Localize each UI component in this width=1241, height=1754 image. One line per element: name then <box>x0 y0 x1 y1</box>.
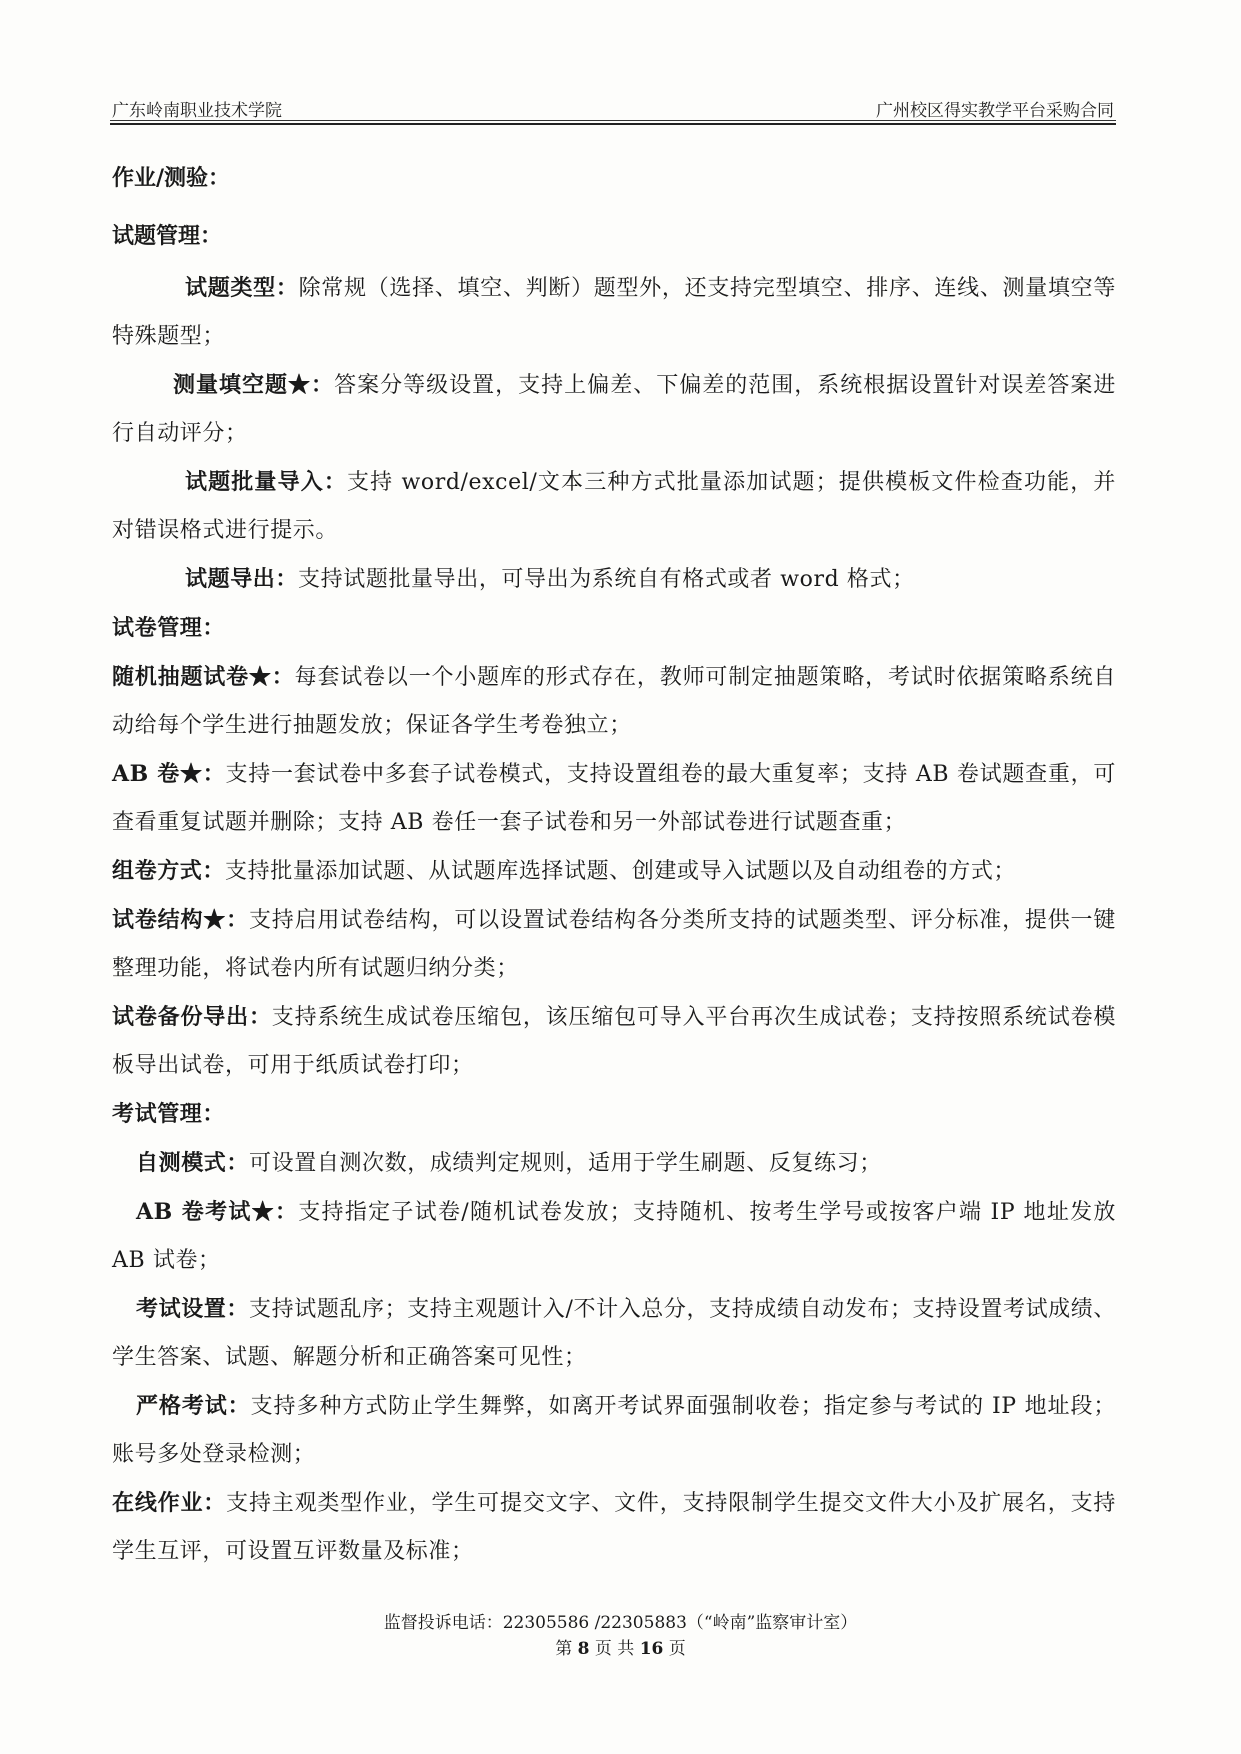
item-label: 试题类型： <box>185 275 299 301</box>
item-text: 支持试题乱序；支持主观题计入/不计入总分，支持成绩自动发布；支持设置考试成绩、学生答案、试题、解题分析和正确答案可见性； <box>112 1297 1116 1370</box>
item-text: 支持启用试卷结构，可以设置试卷结构各分类所支持的试题类型、评分标准，提供一键整理功能，将试卷内所有试题归纳分类； <box>112 908 1116 981</box>
item-text: 每套试卷以一个小题库的形式存在，教师可制定抽题策略，考试时依据策略系统自动给每个学生进行抽题发放；保证各学生考卷独立； <box>112 665 1116 738</box>
item-self-test <box>112 1139 1116 1188</box>
item-paper-structure <box>112 896 1116 993</box>
item-text: 支持主观类型作业，学生可提交文字、文件，支持限制学生提交文件大小及扩展名，支持学生互评，可设置互评数量及标准； <box>112 1491 1116 1564</box>
page-mid: 页 共 <box>594 1639 635 1659</box>
document-body <box>112 166 1116 1576</box>
item-ab-paper <box>112 750 1116 847</box>
item-text: 支持 word/excel/文本三种方式批量添加试题；提供模板文件检查功能，并对错误格式进行提示。 <box>112 470 1117 543</box>
header-school-name: 广东岭南职业技术学院 <box>112 101 282 121</box>
item-text: 可设置自测次数，成绩判定规则，适用于学生刷题、反复练习； <box>249 1151 882 1176</box>
item-text: 答案分等级设置，支持上偏差、下偏差的范围，系统根据设置针对误差答案进行自动评分； <box>112 373 1117 446</box>
item-label: AB 卷考试★： <box>136 1199 299 1225</box>
heading-text: 考试管理： <box>112 1101 226 1127</box>
item-label: 随机抽题试卷★： <box>112 664 295 690</box>
item-label: 考试设置： <box>136 1296 250 1322</box>
section-title: 作业/测验： <box>112 165 231 191</box>
page-prefix: 第 <box>555 1639 573 1659</box>
item-question-export <box>112 555 1116 604</box>
header-contract-title: 广州校区得实教学平台采购合同 <box>876 101 1114 121</box>
header-rule-thick <box>110 123 1116 125</box>
item-measure-fill <box>112 361 1116 458</box>
item-label: AB 卷★： <box>112 761 226 787</box>
page-suffix: 页 <box>668 1639 686 1659</box>
item-label: 试卷备份导出： <box>112 1004 272 1030</box>
item-text: 支持多种方式防止学生舞弊，如离开考试界面强制收卷；指定参与考试的 IP 地址段；账号多处登录检测； <box>112 1394 1116 1467</box>
header-rule <box>110 120 1116 121</box>
paper-mgmt-heading <box>112 604 1116 653</box>
item-random-paper <box>112 653 1116 750</box>
item-text: 支持一套试卷中多套子试卷模式，支持设置组卷的最大重复率；支持 AB 卷试题查重，可查看重复试题并删除；支持 AB 卷任一套子试卷和另一外部试卷进行试题查重； <box>112 762 1116 835</box>
footer-hotline: 监督投诉电话：22305586 /22305883（“岭南”监察审计室） <box>383 1613 858 1633</box>
item-text: 支持系统生成试卷压缩包，该压缩包可导入平台再次生成试卷；支持按照系统试卷模板导出试卷，可用于纸质试卷打印； <box>112 1005 1117 1078</box>
footer-page-number <box>0 1634 1241 1659</box>
item-label: 试卷结构★： <box>112 907 249 933</box>
exam-mgmt-heading <box>112 1090 1116 1139</box>
item-text: 支持试题批量导出，可导出为系统自有格式或者 word 格式； <box>298 567 915 592</box>
item-question-types <box>112 264 1116 361</box>
item-online-homework <box>112 1479 1116 1576</box>
item-strict-exam <box>112 1382 1116 1479</box>
item-text: 支持批量添加试题、从试题库选择试题、创建或导入试题以及自动组卷的方式； <box>225 859 1017 884</box>
page-total: 16 <box>639 1639 664 1659</box>
item-batch-import <box>112 458 1116 555</box>
item-label: 自测模式： <box>136 1150 250 1176</box>
item-label: 试题导出： <box>185 566 299 592</box>
item-paper-backup <box>112 993 1116 1090</box>
page-current: 8 <box>577 1639 590 1659</box>
question-mgmt-heading: 试题管理： <box>112 223 223 249</box>
item-label: 严格考试： <box>136 1393 251 1419</box>
item-text: 除常规（选择、填空、判断）题型外，还支持完型填空、排序、连线、测量填空等特殊题型； <box>112 276 1116 349</box>
item-label: 测量填空题★： <box>173 372 335 398</box>
item-label: 在线作业： <box>112 1490 227 1516</box>
item-text: 支持指定子试卷/随机试卷发放；支持随机、按考生学号或按客户端 IP 地址发放 AB 试卷； <box>112 1200 1116 1273</box>
item-exam-settings <box>112 1285 1116 1382</box>
heading-text: 试卷管理： <box>112 615 226 641</box>
item-ab-exam <box>112 1188 1116 1285</box>
item-compose-method <box>112 847 1116 896</box>
item-label: 组卷方式： <box>112 858 226 884</box>
item-label: 试题批量导入： <box>185 469 348 495</box>
